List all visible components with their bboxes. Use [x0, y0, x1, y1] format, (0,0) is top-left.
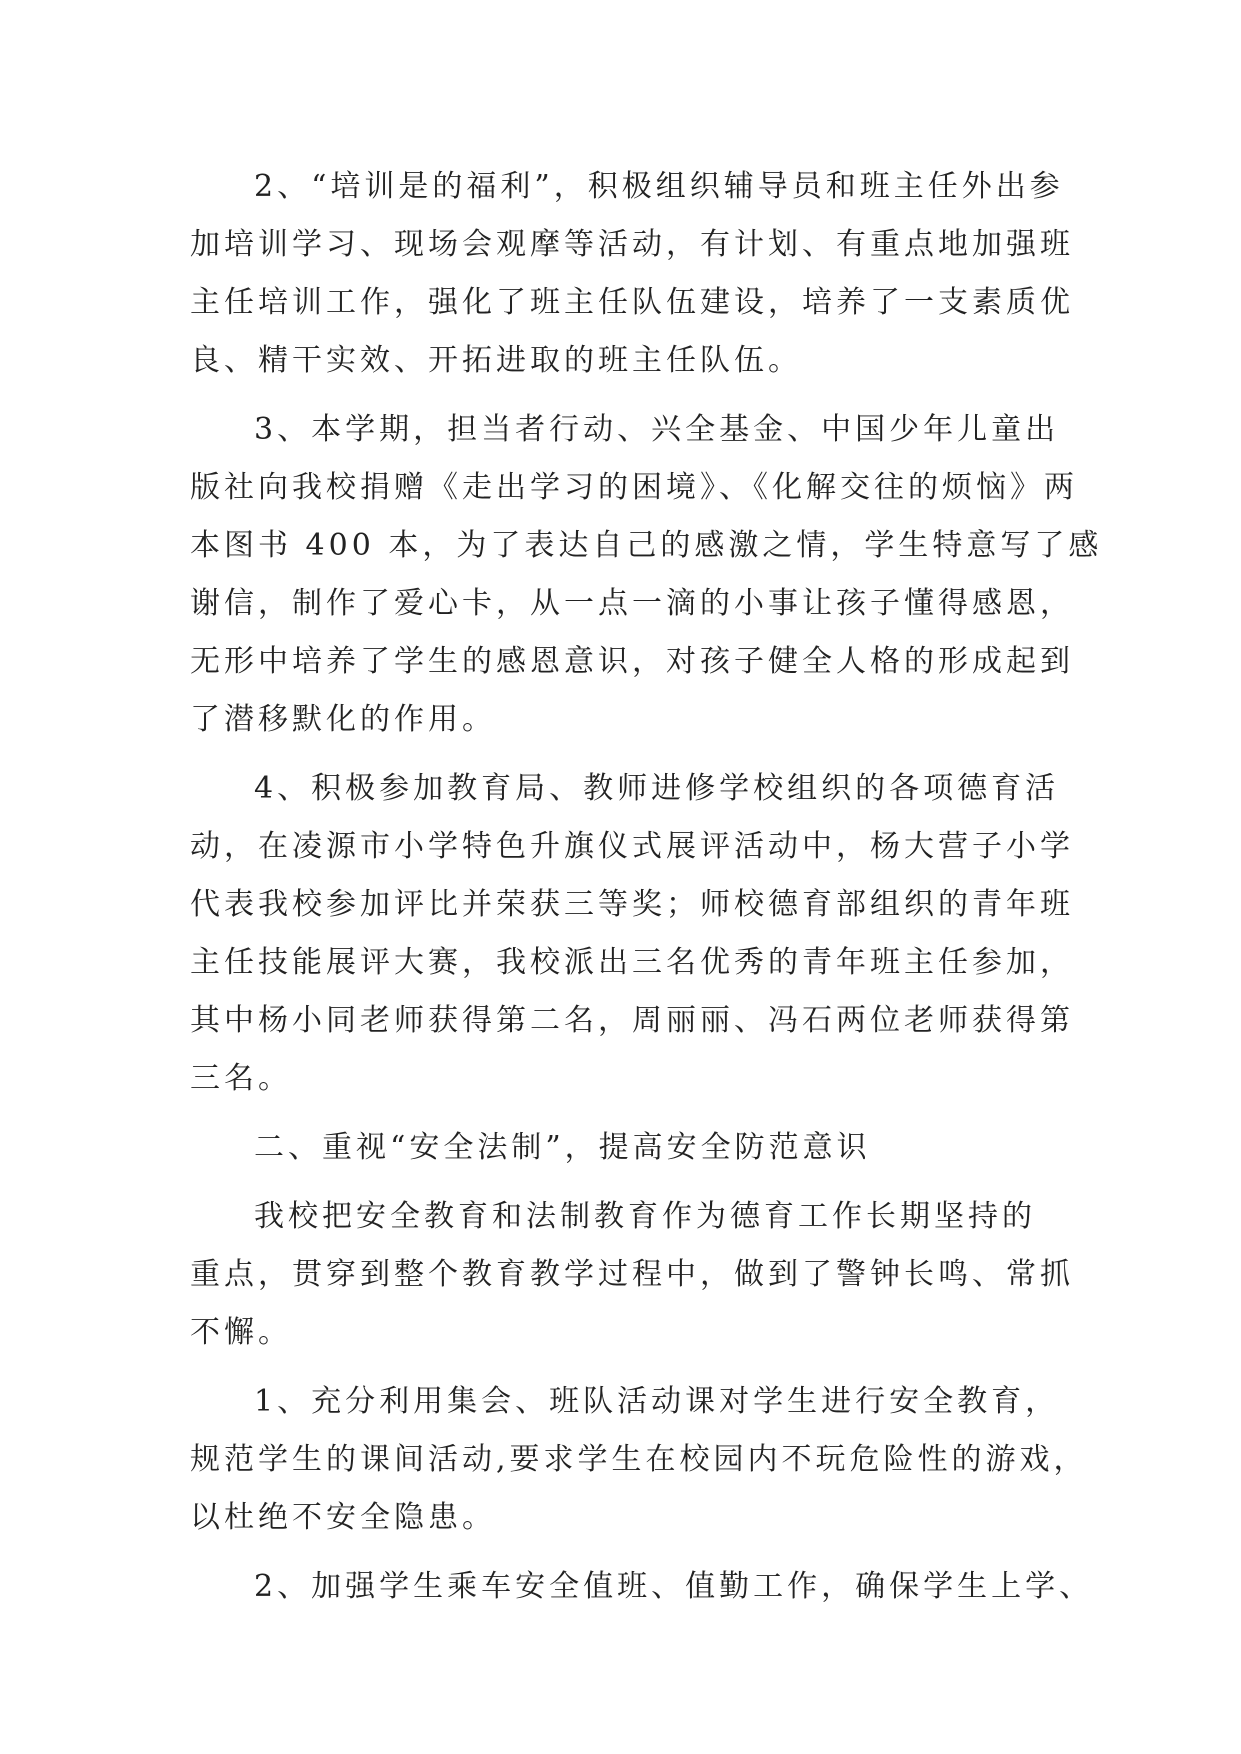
text-line: 4、积极参加教育局、教师进修学校组织的各项德育活 [254, 771, 1060, 806]
text-line: 动，在凌源市小学特色升旗仪式展评活动中，杨大营子小学 [190, 829, 1074, 864]
text-line: 了潜移默化的作用。 [190, 702, 496, 737]
text-line: 3、本学期，担当者行动、兴全基金、中国少年儿童出 [254, 412, 1060, 447]
text-line: 主任技能展评大赛，我校派出三名优秀的青年班主任参加， [190, 945, 1074, 980]
text-line: 主任培训工作，强化了班主任队伍建设，培养了一支素质优 [190, 285, 1074, 320]
text-line: 良、精干实效、开拓进取的班主任队伍。 [190, 343, 802, 378]
text-line: 2、加强学生乘车安全值班、值勤工作，确保学生上学、 [254, 1569, 1094, 1604]
text-line: 三名。 [190, 1061, 292, 1096]
text-line: 本图书 400 本，为了表达自己的感激之情，学生特意写了感 [190, 528, 1103, 563]
text-line: 以杜绝不安全隐患。 [190, 1500, 496, 1535]
text-line: 重点，贯穿到整个教育教学过程中，做到了警钟长鸣、常抓 [190, 1257, 1074, 1292]
text-line: 版社向我校捐赠《走出学习的困境》、《化解交往的烦恼》两 [190, 470, 1078, 505]
text-line: 加培训学习、现场会观摩等活动，有计划、有重点地加强班 [190, 227, 1074, 262]
text-line: 无形中培养了学生的感恩意识，对孩子健全人格的形成起到 [190, 644, 1074, 679]
paragraph-safety-intro [190, 1188, 1074, 1362]
paragraph-bus-safety [190, 1558, 1094, 1616]
text-line: 2、“培训是的福利”，积极组织辅导员和班主任外出参 [254, 169, 1064, 204]
text-line: 谢信，制作了爱心卡，从一点一滴的小事让孩子懂得感恩， [190, 586, 1074, 621]
heading-line: 二、重视“安全法制”，提高安全防范意识 [254, 1130, 871, 1165]
document-body [190, 158, 1103, 1616]
paragraph-safety-education [190, 1373, 1088, 1547]
text-line: 1、充分利用集会、班队活动课对学生进行安全教育， [254, 1384, 1060, 1419]
paragraph-training [190, 158, 1074, 390]
text-line: 代表我校参加评比并荣获三等奖；师校德育部组织的青年班 [190, 887, 1074, 922]
text-line: 不懈。 [190, 1315, 292, 1350]
section-heading [190, 1119, 1060, 1177]
text-line: 其中杨小同老师获得第二名，周丽丽、冯石两位老师获得第 [190, 1003, 1074, 1038]
paragraph-activities [190, 760, 1074, 1108]
paragraph-donation [190, 401, 1103, 749]
text-line: 我校把安全教育和法制教育作为德育工作长期坚持的 [254, 1199, 1036, 1234]
text-line: 规范学生的课间活动,要求学生在校园内不玩危险性的游戏， [190, 1442, 1088, 1477]
